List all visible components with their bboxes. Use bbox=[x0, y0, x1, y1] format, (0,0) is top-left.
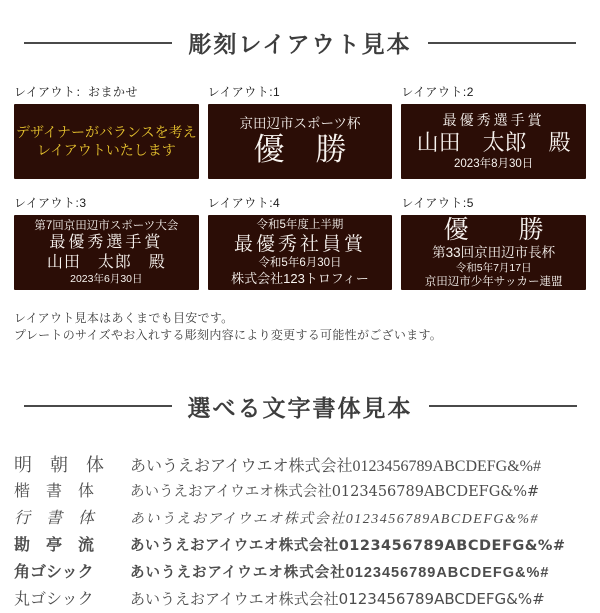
font-sample-text: あいうえおアイウエオ株式会社0123456789ABCDEFG&%# bbox=[130, 483, 540, 500]
layout-sample-4 bbox=[208, 194, 393, 290]
title-rule-left bbox=[24, 42, 172, 44]
plate-line: 2023年8月30日 bbox=[454, 157, 534, 170]
disclaimer-line: プレートのサイズやお入れする彫刻内容により変更する可能性がございます。 bbox=[14, 327, 443, 342]
plate-line: 令和5年7月17日 bbox=[455, 261, 532, 274]
plate-label: レイアウト:1 bbox=[207, 85, 281, 99]
layout-sample-omakase bbox=[14, 83, 199, 179]
font-row-gyosho bbox=[14, 505, 586, 532]
font-name-label: 楷 書 体 bbox=[14, 480, 95, 500]
layout-disclaimer bbox=[14, 310, 586, 344]
fonts-section-header bbox=[18, 390, 582, 423]
engraving-plate-preview bbox=[14, 215, 199, 290]
font-row-mincho bbox=[14, 451, 586, 478]
font-sample-text: あいうえおアイウエオ株式会社0123456789ABCDEFG&%# bbox=[130, 589, 545, 608]
font-row-kakugothic bbox=[14, 559, 586, 586]
plate-label: レイアウト：おまかせ bbox=[14, 85, 139, 99]
layout-samples-grid bbox=[14, 83, 586, 290]
plate-line: 第33回京田辺市長杯 bbox=[432, 244, 556, 260]
layout-sample-1 bbox=[208, 83, 393, 179]
plate-line: 京田辺市スポーツ杯 bbox=[239, 116, 361, 132]
plate-label: レイアウト:3 bbox=[14, 196, 87, 210]
plate-line: 優 勝 bbox=[443, 215, 544, 244]
plate-label: レイアウト:4 bbox=[207, 196, 281, 210]
font-sample-text: あいうえおアイウエオ株式会社0123456789ABCDEFG&%# bbox=[130, 511, 540, 527]
font-sample-text: あいうえおアイウエオ株式会社0123456789ABCDEFG&%# bbox=[130, 537, 566, 554]
layout-sample-2 bbox=[401, 83, 586, 179]
layout-sample-5 bbox=[401, 194, 586, 290]
font-name-label: 角ゴシック bbox=[14, 563, 94, 581]
disclaimer-line: レイアウト見本はあくまでも目安です。 bbox=[14, 311, 234, 325]
plate-line: 最優秀選手賞 bbox=[49, 234, 164, 252]
font-name-label: 明 朝 体 bbox=[14, 454, 104, 475]
font-name-label: 行 書 体 bbox=[14, 509, 95, 527]
layout-sample-3 bbox=[14, 194, 199, 290]
plate-line: レイアウトいたします bbox=[36, 141, 176, 158]
font-row-kaisho bbox=[14, 478, 586, 505]
font-name-label: 勘 亭 流 bbox=[14, 534, 95, 554]
title-rule-right bbox=[428, 42, 576, 44]
plate-line: 京田辺市少年サッカー連盟 bbox=[424, 275, 563, 288]
plate-line: デザイナーがバランスを考え bbox=[16, 124, 197, 140]
plate-line: 最優秀選手賞 bbox=[442, 111, 545, 128]
font-row-marugothic bbox=[14, 586, 586, 613]
plate-line: 令和5年6月30日 bbox=[258, 257, 342, 270]
plate-label: レイアウト:2 bbox=[401, 85, 474, 99]
plate-line: 山田 太郎 殿 bbox=[416, 130, 571, 156]
font-row-kanteiryu bbox=[14, 532, 586, 559]
plate-line: 令和5年度上半期 bbox=[256, 219, 344, 232]
plate-line: 最優秀社員賞 bbox=[233, 233, 366, 255]
font-sample-text: あいうえおアイウエオ株式会社0123456789ABCDEFG&%# bbox=[130, 564, 550, 581]
plate-line: 優 勝 bbox=[253, 131, 347, 167]
fonts-section-title: 選べる文字書体見本 bbox=[187, 394, 413, 421]
font-samples-list bbox=[14, 451, 586, 613]
font-sample-text: あいうえおアイウエオ株式会社0123456789ABCDEFG&%# bbox=[130, 457, 542, 475]
plate-line: 第7回京田辺市スポーツ大会 bbox=[34, 219, 179, 232]
layout-section-title: 彫刻レイアウト見本 bbox=[188, 31, 412, 57]
plate-line: 株式会社123トロフィー bbox=[231, 270, 369, 286]
engraving-plate-preview bbox=[14, 104, 199, 179]
title-rule-right bbox=[429, 405, 577, 407]
plate-label: レイアウト:5 bbox=[401, 196, 474, 210]
engraving-plate-preview bbox=[208, 215, 393, 290]
engraving-plate-preview bbox=[401, 104, 586, 179]
engraving-plate-preview bbox=[401, 215, 586, 290]
plate-line: 2023年6月30日 bbox=[70, 273, 143, 286]
font-name-label: 丸ゴシック bbox=[14, 588, 94, 608]
engraving-plate-preview bbox=[208, 104, 393, 179]
plate-line: 山田 太郎 殿 bbox=[46, 254, 166, 272]
title-rule-left bbox=[24, 405, 172, 407]
layout-section-header bbox=[18, 26, 582, 59]
